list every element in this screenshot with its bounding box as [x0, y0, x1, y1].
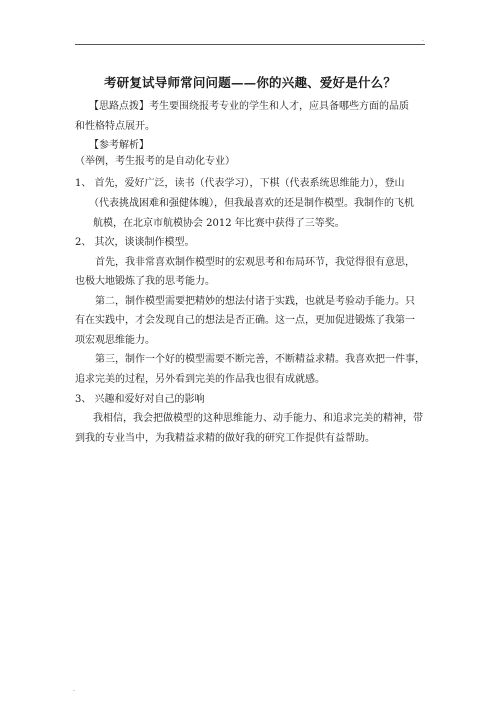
tip-line-2: 和性格特点展开。 [75, 121, 155, 132]
item-1-line-3: 航模，在北京市航模协会 2012 年比赛中获得了三等奖。 [93, 218, 345, 229]
reference-heading: 【参考解析】 [89, 140, 149, 151]
header-mark: . [422, 36, 424, 43]
para-first-line-2: 也极大地锻炼了我的思考能力。 [75, 276, 215, 287]
para-final-line-2: 到我的专业当中，为我精益求精的做好我的研究工作提供有益帮助。 [75, 433, 375, 444]
item-3-heading: 3、 兴趣和爱好对自己的影响 [75, 394, 205, 405]
para-third-line-2: 追求完美的过程，另外看到完美的作品我也很有成就感。 [75, 374, 325, 385]
page-title: 考研复试导师常问问题——你的兴趣、爱好是什么？ [103, 75, 397, 90]
para-second-line-3: 项宏观思维能力。 [75, 335, 155, 346]
footer-mark: . [73, 686, 75, 693]
para-final-line-1: 我相信，我会把做模型的这种思维能力、动手能力、和追求完美的精神，带 [93, 413, 423, 424]
tip-line-1: 【思路点拨】考生要围绕报考专业的学生和人才，应具备哪些方面的品质 [89, 101, 409, 112]
example-note: （举例，考生报考的是自动化专业） [75, 156, 235, 167]
item-2-heading: 2、 其次，谈谈制作模型。 [75, 237, 195, 248]
para-second-line-2: 有在实践中，才会发现自己的想法是否正确。这一点，更加促进锻炼了我第一 [75, 315, 415, 326]
item-1-line-1: 1、 首先，爱好广泛，读书（代表学习），下棋（代表系统思维能力），登山 [75, 178, 405, 189]
para-second-line-1: 第二，制作模型需要把精妙的想法付诸于实践，也就是考验动手能力。只 [95, 296, 415, 307]
header-rule [75, 44, 425, 45]
para-third-line-1: 第三，制作一个好的模型需要不断完善，不断精益求精。我喜欢把一件事， [95, 354, 425, 365]
para-first-line-1: 首先，我非常喜欢制作模型时的宏观思考和布局环节，我觉得很有意思， [95, 257, 415, 268]
item-1-line-2: （代表挑战困难和强健体魄），但我最喜欢的还是制作模型。我制作的飞机 [89, 198, 414, 209]
